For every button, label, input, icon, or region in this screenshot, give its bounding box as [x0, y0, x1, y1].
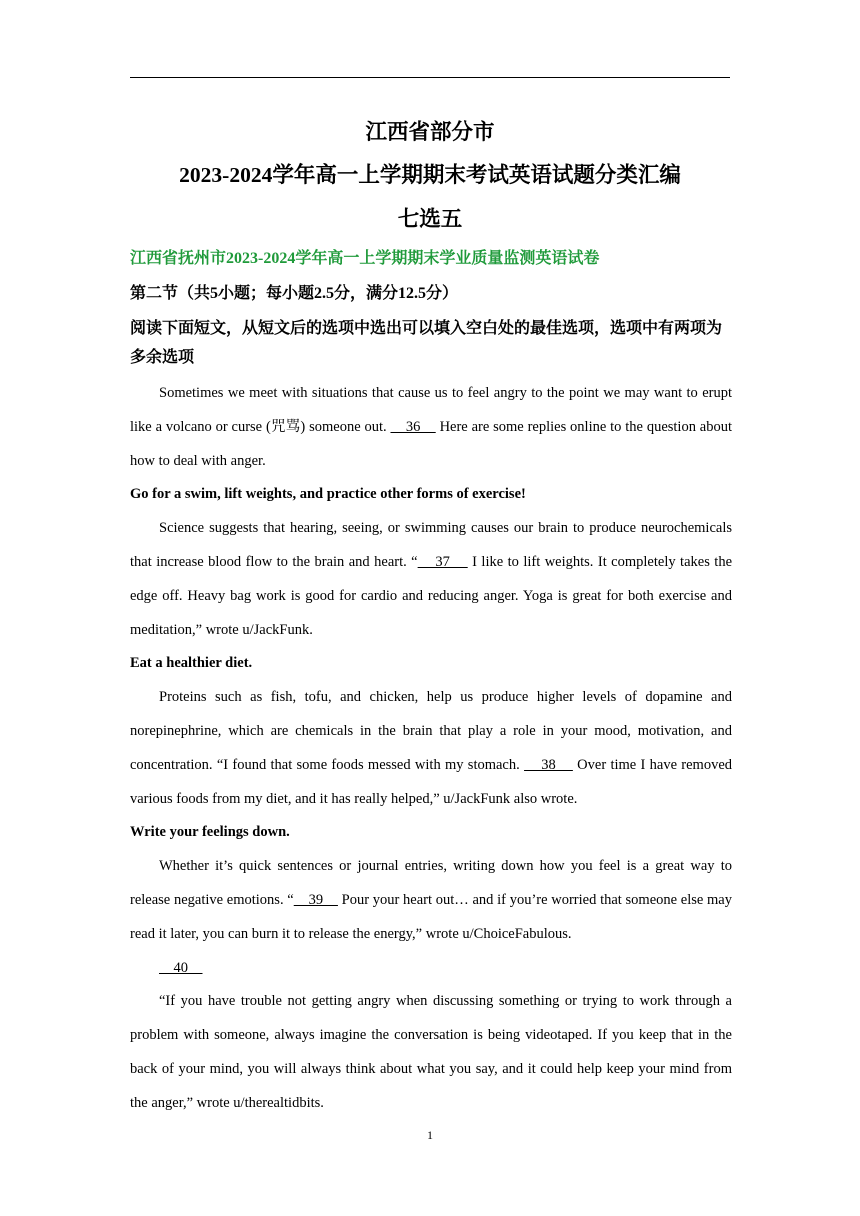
paragraph-blank-40 — [130, 952, 732, 986]
title-region: 江西省部分市 — [365, 120, 495, 144]
blank-39: 39 — [293, 891, 338, 908]
subheading-exercise: Go for a swim, lift weights, and practice other forms of exercise! — [130, 486, 526, 503]
source-exam: 江西省抚州市2023-2024学年高一上学期期末学业质量监测英语试卷 — [130, 250, 600, 267]
paragraph-1: Sometimes we meet with situations that cause us to feel angry to the point we may want to erupt like a volcano or curse (咒骂) someone out. 36 Here are some replies online to the question about how to deal with anger. — [130, 385, 733, 469]
blank-38: 38 — [524, 756, 573, 773]
page-number: 1 — [427, 1128, 433, 1142]
blank-37: 37 — [417, 553, 468, 570]
paragraph-3: Proteins such as fish, tofu, and chicken, help us produce higher levels of dopamine and norepinephrine, which are chemicals in the brain that play a role in your mood, motivation, and concentration. “I found that some foods messed with my stomach. 38 Over time I have removed various foods from my diet, and it has really helped,” u/JackFunk also wrote. — [130, 689, 733, 807]
blank-36: 36 — [390, 418, 436, 435]
paragraph-2: Science suggests that hearing, seeing, or swimming causes our brain to produce neurochemicals that increase blood flow to the brain and heart. “ 37 I like to lift weights. It completely takes the edge off. Heavy bag work is good for cardio and reducing anger. Yoga is great for both exercise and meditation,” wrote u/JackFunk. — [130, 520, 733, 638]
title-type: 七选五 — [397, 207, 463, 231]
section-heading: 第二节（共5小题；每小题2.5分，满分12.5分） — [130, 285, 459, 302]
title-exam: 2023-2024学年高一上学期期末考试英语试题分类汇编 — [179, 163, 681, 187]
paragraph-4: Whether it’s quick sentences or journal entries, writing down how you feel is a great way to release negative emotions. “ 39 Pour your heart out… and if you’re worried that someone else may read it later, you can burn it to release the energy,” wrote u/ChoiceFabulous. — [130, 858, 732, 942]
blank-40: 40 — [159, 959, 203, 976]
subheading-diet: Eat a healthier diet. — [130, 655, 253, 672]
passage — [130, 377, 732, 1121]
instructions: 阅读下面短文，从短文后的选项中选出可以填入空白处的最佳选项，选项中有两项为多余选项 — [130, 320, 723, 366]
header-rule — [130, 77, 730, 78]
subheading-write: Write your feelings down. — [130, 824, 290, 841]
paragraph-5: “If you have trouble not getting angry when discussing something or trying to work through a problem with someone, always imagine the conversation is being videotaped. If you keep that in the back of your mind, you will always think about what you say, and it could help keep your mind from the anger,” wrote u/therealtidbits. — [130, 993, 732, 1111]
